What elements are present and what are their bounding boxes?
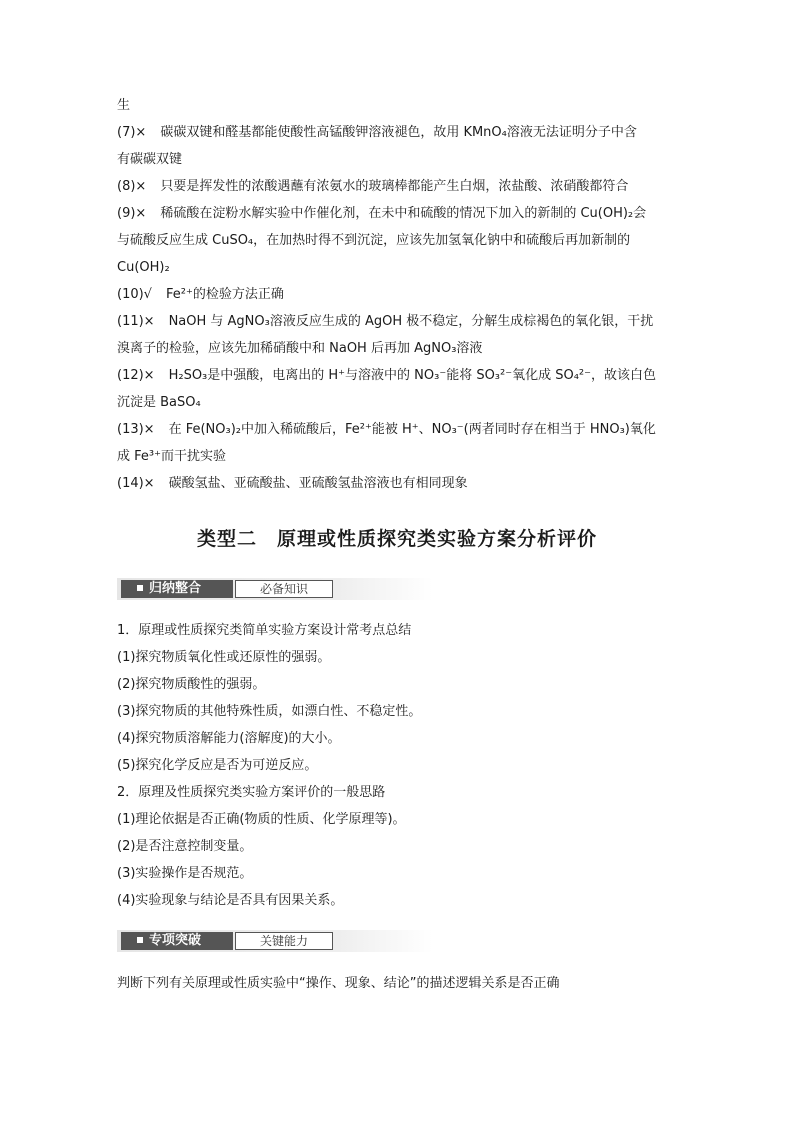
banner-tag: 关键能力 bbox=[235, 932, 333, 950]
answer-line: (8)× 只要是挥发性的浓酸遇蘸有浓氨水的玻璃棒都能产生白烟，浓盐酸、浓硝酸都符合 bbox=[117, 179, 629, 194]
answer-line: 成 Fe³⁺而干扰实验 bbox=[117, 449, 226, 464]
list-item: (4)实验现象与结论是否具有因果关系。 bbox=[117, 893, 344, 908]
answer-line: 生 bbox=[117, 98, 131, 113]
answer-number: (12)× bbox=[117, 368, 155, 383]
square-bullet-icon bbox=[137, 937, 143, 943]
list-item: (3)实验操作是否规范。 bbox=[117, 866, 253, 881]
list-item: (1)探究物质氧化性或还原性的强弱。 bbox=[117, 650, 331, 665]
list-item: 1．原理或性质探究类简单实验方案设计常考点总结 bbox=[117, 623, 412, 638]
question-intro bbox=[117, 970, 687, 997]
list-item: (2)探究物质酸性的强弱。 bbox=[117, 677, 266, 692]
answer-line: 有碳碳双键 bbox=[117, 152, 183, 167]
answer-line: (9)× 稀硫酸在淀粉水解实验中作催化剂，在未中和硫酸的情况下加入的新制的 Cu(OH)₂会 bbox=[117, 206, 647, 221]
square-bullet-icon bbox=[137, 585, 143, 591]
banner-label: 归纳整合 bbox=[121, 580, 233, 598]
section-title: 类型二 原理或性质探究类实验方案分析评价 bbox=[196, 528, 597, 550]
answer-block bbox=[117, 92, 679, 497]
answer-line: (10)√ Fe²⁺的检验方法正确 bbox=[117, 287, 284, 302]
answer-number: (14)× bbox=[117, 476, 155, 491]
answer-line: 沉淀是 BaSO₄ bbox=[117, 395, 201, 410]
answer-line: (12)× H₂SO₃是中强酸，电离出的 H⁺与溶液中的 NO₃⁻能将 SO₃²⁻氧化成 SO₄²⁻，故该白色 bbox=[117, 368, 656, 383]
banner-label: 专项突破 bbox=[121, 932, 233, 950]
answer-number: (7)× bbox=[117, 125, 147, 140]
list-item: (3)探究物质的其他特殊性质，如漂白性、不稳定性。 bbox=[117, 704, 422, 719]
answer-line: 与硫酸反应生成 CuSO₄，在加热时得不到沉淀，应该先加氢氧化钠中和硫酸后再加新制的 bbox=[117, 233, 631, 248]
question-text: 判断下列有关原理或性质实验中“操作、现象、结论”的描述逻辑关系是否正确 bbox=[117, 976, 560, 991]
section-banner-summary bbox=[117, 578, 433, 600]
knowledge-list bbox=[117, 617, 687, 914]
answer-number: (8)× bbox=[117, 179, 147, 194]
answer-line: (11)× NaOH 与 AgNO₃溶液反应生成的 AgOH 极不稳定，分解生成棕褐色的氧化银，干扰 bbox=[117, 314, 654, 329]
answer-line: (13)× 在 Fe(NO₃)₂中加入稀硫酸后，Fe²⁺能被 H⁺、NO₃⁻(两者同时存在相当于 HNO₃)氧化 bbox=[117, 422, 656, 437]
answer-line: Cu(OH)₂ bbox=[117, 260, 170, 275]
list-item: (1)理论依据是否正确(物质的性质、化学原理等)。 bbox=[117, 812, 406, 827]
answer-number: (10)√ bbox=[117, 287, 152, 302]
answer-line: 溴离子的检验，应该先加稀硝酸中和 NaOH 后再加 AgNO₃溶液 bbox=[117, 341, 483, 356]
banner-tag: 必备知识 bbox=[235, 580, 333, 598]
section-banner-practice bbox=[117, 930, 433, 952]
list-item: 2．原理及性质探究类实验方案评价的一般思路 bbox=[117, 785, 386, 800]
answer-number: (13)× bbox=[117, 422, 155, 437]
list-item: (5)探究化学反应是否为可逆反应。 bbox=[117, 758, 318, 773]
list-item: (2)是否注意控制变量。 bbox=[117, 839, 253, 854]
answer-line: (7)× 碳碳双键和醛基都能使酸性高锰酸钾溶液褪色，故用 KMnO₄溶液无法证明分子中含 bbox=[117, 125, 637, 140]
answer-number: (9)× bbox=[117, 206, 147, 221]
list-item: (4)探究物质溶解能力(溶解度)的大小。 bbox=[117, 731, 341, 746]
answer-line: (14)× 碳酸氢盐、亚硫酸盐、亚硫酸氢盐溶液也有相同现象 bbox=[117, 476, 468, 491]
answer-number: (11)× bbox=[117, 314, 155, 329]
